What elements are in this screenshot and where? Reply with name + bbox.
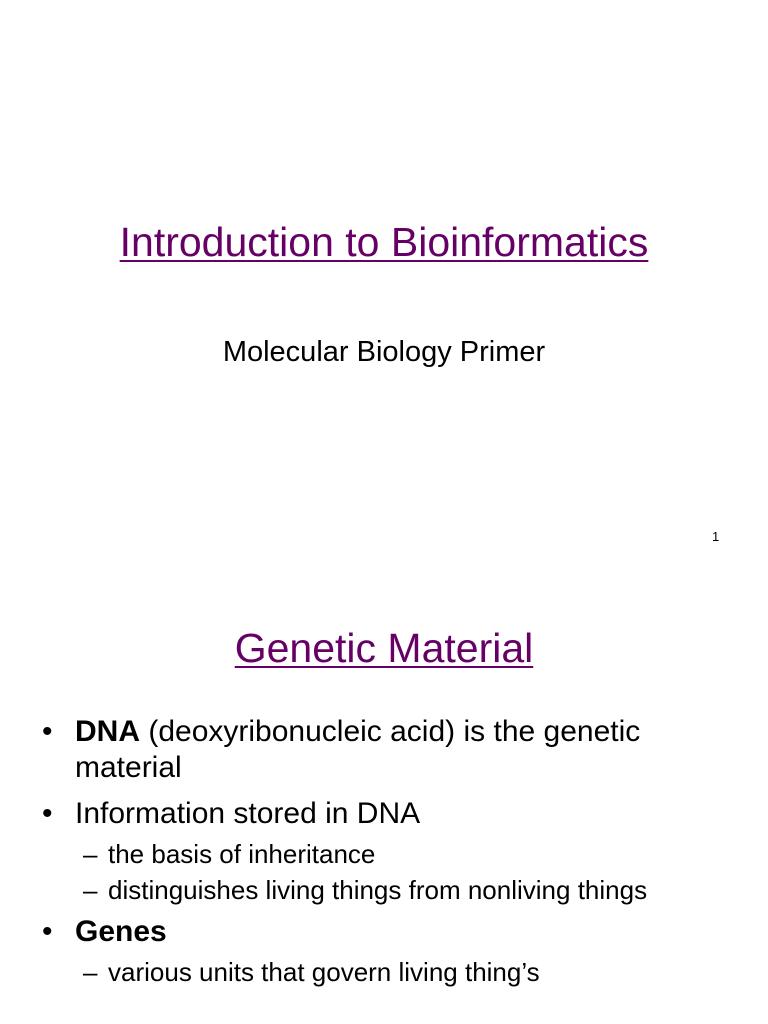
slide-subtitle: Molecular Biology Primer (222, 336, 546, 368)
bullet-text: (deoxyribonucleic acid) is the genetic material (75, 715, 641, 784)
sub-bullet-text: distinguishes living things from nonliving things (108, 875, 648, 905)
bullet-item (0, 914, 768, 950)
sub-bullet-item (0, 874, 768, 906)
bullet-marker: • (42, 797, 53, 830)
slide-title: Genetic Material (234, 625, 534, 671)
bullet-keyword: DNA (75, 715, 140, 748)
dash-marker: – (83, 957, 98, 987)
content-slide (0, 576, 768, 1024)
bullet-item (0, 796, 768, 832)
bullet-keyword: Genes (75, 915, 167, 948)
sub-bullet-item (0, 956, 768, 988)
slide-number: 1 (712, 529, 720, 544)
bullet-marker: • (42, 915, 53, 948)
bullet-marker: • (42, 715, 53, 748)
bullet-text: Information stored in DNA (75, 797, 421, 830)
slide-title: Introduction to Bioinformatics (119, 219, 649, 265)
sub-bullet-item (0, 838, 768, 870)
sub-bullet-text: the basis of inheritance (108, 839, 376, 869)
bullet-item (0, 714, 768, 786)
dash-marker: – (83, 875, 98, 905)
bullet-list (0, 714, 768, 996)
dash-marker: – (83, 839, 98, 869)
sub-bullet-text: various units that govern living thing’s (108, 957, 540, 987)
